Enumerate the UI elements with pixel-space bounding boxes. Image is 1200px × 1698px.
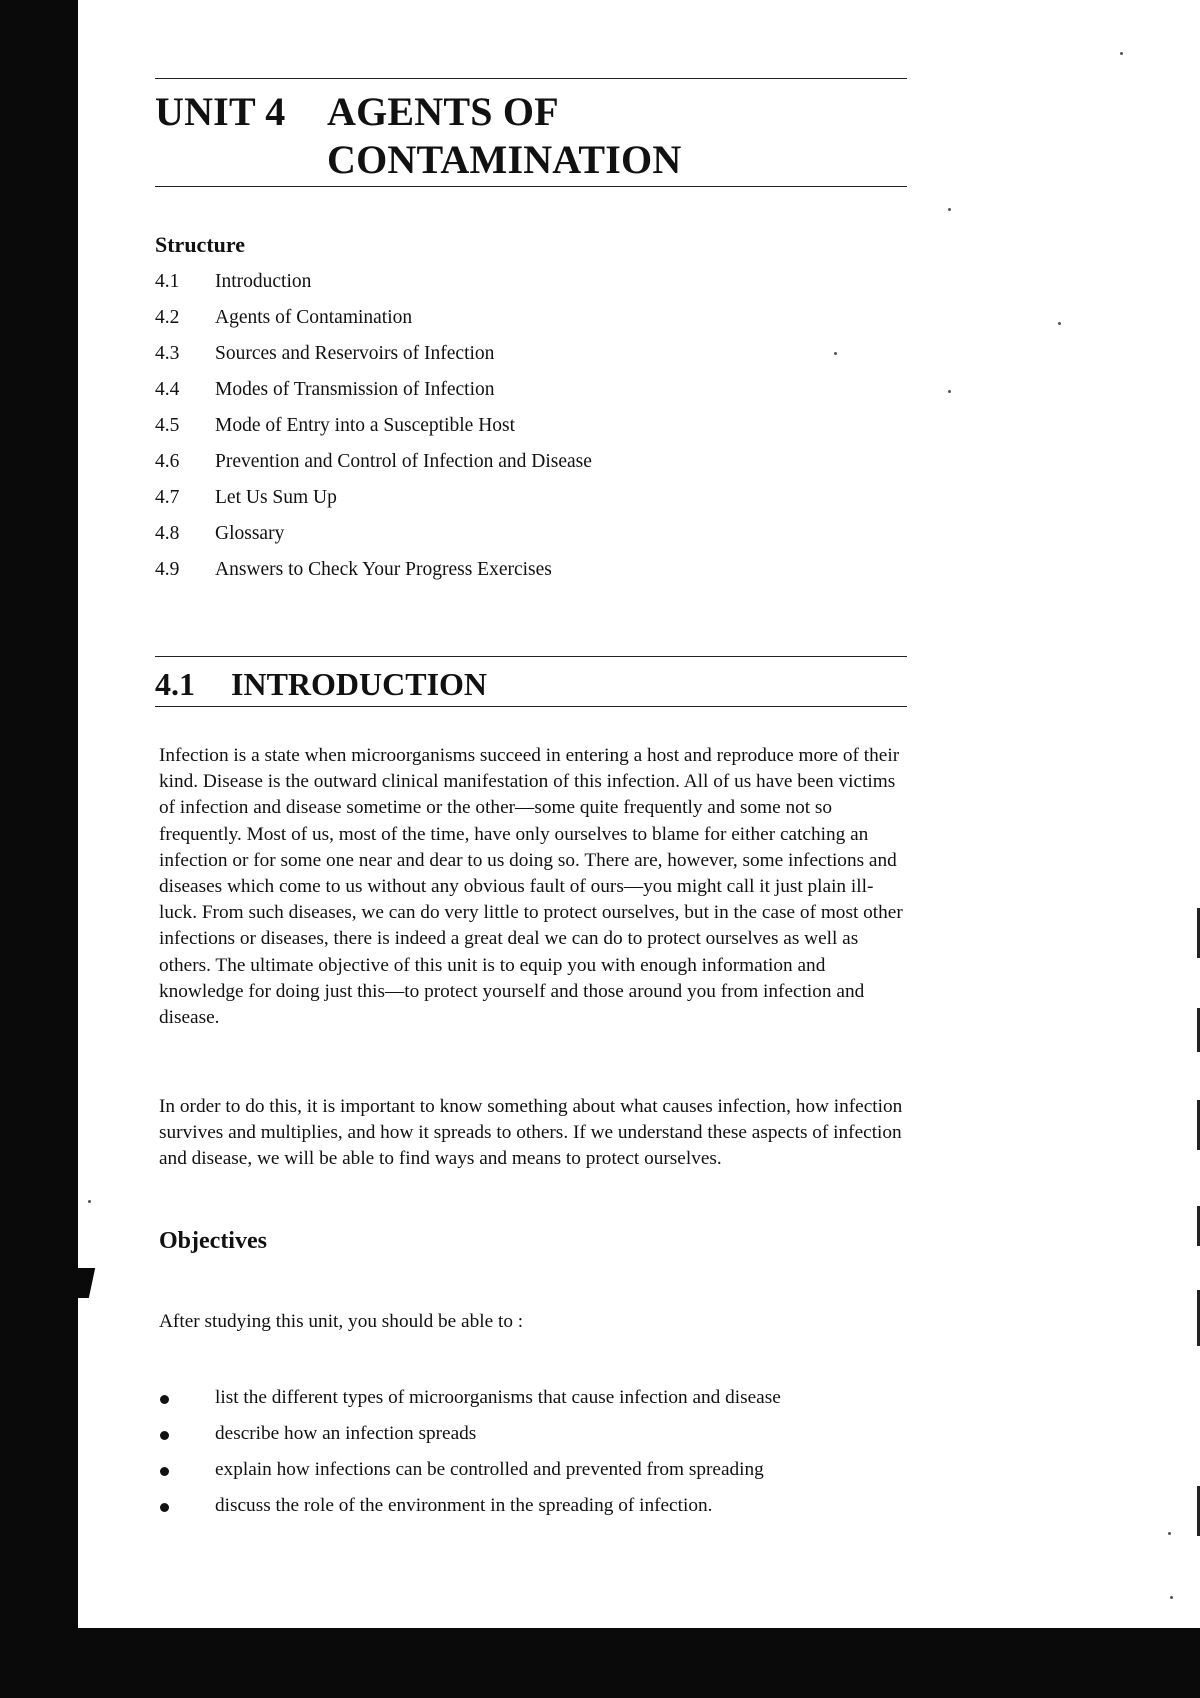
objective-text: describe how an infection spreads bbox=[215, 1423, 477, 1444]
objective-text: explain how infections can be controlled and prevented from spreading bbox=[215, 1459, 764, 1480]
toc-label: Introduction bbox=[215, 271, 312, 292]
header-rule-top bbox=[155, 78, 907, 79]
toc-number: 4.5 bbox=[155, 415, 180, 436]
toc-number: 4.7 bbox=[155, 487, 180, 508]
intro-paragraph-1: Infection is a state when microorganisms succeed in entering a host and reproduce more of their kind. Disease is the outward clinical manifestation of this infection. All of us have been victims of infection and disease sometime or the other—some quite frequently and some not so frequently. Most of us, most of the time, have only ourselves to blame for either catching an infection or for some one near and dear to us doing so. There are, however, some infections and diseases which come to us without any obvious fault of ours—you might call it just plain ill-luck. From such diseases, we can do very little to protect ourselves, but in the case of most other infections or diseases, there is indeed a great deal we can do to protect ourselves as well as others. The ultimate objective of this unit is to equip you with enough information and knowledge for doing just this—to protect yourself and those around you from infection and disease. bbox=[159, 745, 903, 1029]
list-item bbox=[155, 1456, 907, 1492]
unit-title-line1: AGENTS OF bbox=[327, 89, 559, 134]
bullet-icon bbox=[160, 1431, 169, 1440]
list-item bbox=[155, 1384, 907, 1420]
section-heading: INTRODUCTION bbox=[231, 666, 488, 702]
toc-item bbox=[155, 484, 855, 520]
header-rule-bottom bbox=[155, 186, 907, 187]
unit-title-line2: CONTAMINATION bbox=[327, 137, 682, 182]
section-rule-bottom bbox=[155, 706, 907, 707]
scan-border-left bbox=[0, 0, 78, 1698]
scan-speck bbox=[834, 352, 837, 355]
scan-speck bbox=[1120, 52, 1123, 55]
section-number: 4.1 bbox=[155, 666, 195, 702]
scan-speck bbox=[88, 1200, 91, 1203]
toc-item bbox=[155, 340, 855, 376]
toc-label: Modes of Transmission of Infection bbox=[215, 379, 495, 400]
scan-speck bbox=[948, 208, 951, 211]
toc-item bbox=[155, 520, 855, 556]
toc-number: 4.3 bbox=[155, 343, 180, 364]
list-item bbox=[155, 1492, 907, 1528]
toc-item bbox=[155, 448, 855, 484]
toc-item bbox=[155, 376, 855, 412]
structure-list bbox=[155, 268, 855, 592]
toc-number: 4.8 bbox=[155, 523, 180, 544]
scan-speck bbox=[1168, 1532, 1171, 1535]
scan-speck bbox=[948, 390, 951, 393]
scan-speck bbox=[1058, 322, 1061, 325]
objectives-heading: Objectives bbox=[159, 1228, 267, 1254]
list-item bbox=[155, 1420, 907, 1456]
structure-heading: Structure bbox=[155, 232, 246, 257]
scan-speck bbox=[1170, 1596, 1173, 1599]
toc-item bbox=[155, 304, 855, 340]
bullet-icon bbox=[160, 1503, 169, 1512]
toc-label: Sources and Reservoirs of Infection bbox=[215, 343, 495, 364]
toc-number: 4.2 bbox=[155, 307, 180, 328]
intro-paragraph-2: In order to do this, it is important to know something about what causes infection, how infection survives and multiplies, and how it spreads to others. If we understand these aspects of infection and disease, we will be able to find ways and means to protect ourselves. bbox=[159, 1096, 903, 1170]
toc-label: Let Us Sum Up bbox=[215, 487, 337, 508]
toc-item bbox=[155, 556, 855, 592]
objective-text: discuss the role of the environment in the spreading of infection. bbox=[215, 1495, 713, 1516]
section-rule-top bbox=[155, 656, 907, 657]
scan-border-bottom bbox=[0, 1628, 1200, 1698]
bullet-icon bbox=[160, 1395, 169, 1404]
toc-label: Mode of Entry into a Susceptible Host bbox=[215, 415, 516, 436]
toc-number: 4.4 bbox=[155, 379, 180, 400]
toc-label: Prevention and Control of Infection and Disease bbox=[215, 451, 592, 472]
toc-number: 4.6 bbox=[155, 451, 180, 472]
unit-number: UNIT 4 bbox=[155, 89, 286, 134]
toc-item bbox=[155, 412, 855, 448]
toc-item bbox=[155, 268, 855, 304]
objectives-list bbox=[155, 1384, 907, 1528]
toc-label: Answers to Check Your Progress Exercises bbox=[215, 559, 552, 580]
scan-artifact bbox=[67, 1268, 95, 1298]
toc-label: Agents of Contamination bbox=[215, 307, 413, 328]
objectives-intro: After studying this unit, you should be able to : bbox=[159, 1311, 524, 1332]
toc-number: 4.9 bbox=[155, 559, 180, 580]
toc-label: Glossary bbox=[215, 523, 285, 544]
toc-number: 4.1 bbox=[155, 271, 180, 292]
objective-text: list the different types of microorganisms that cause infection and disease bbox=[215, 1387, 781, 1408]
bullet-icon bbox=[160, 1467, 169, 1476]
